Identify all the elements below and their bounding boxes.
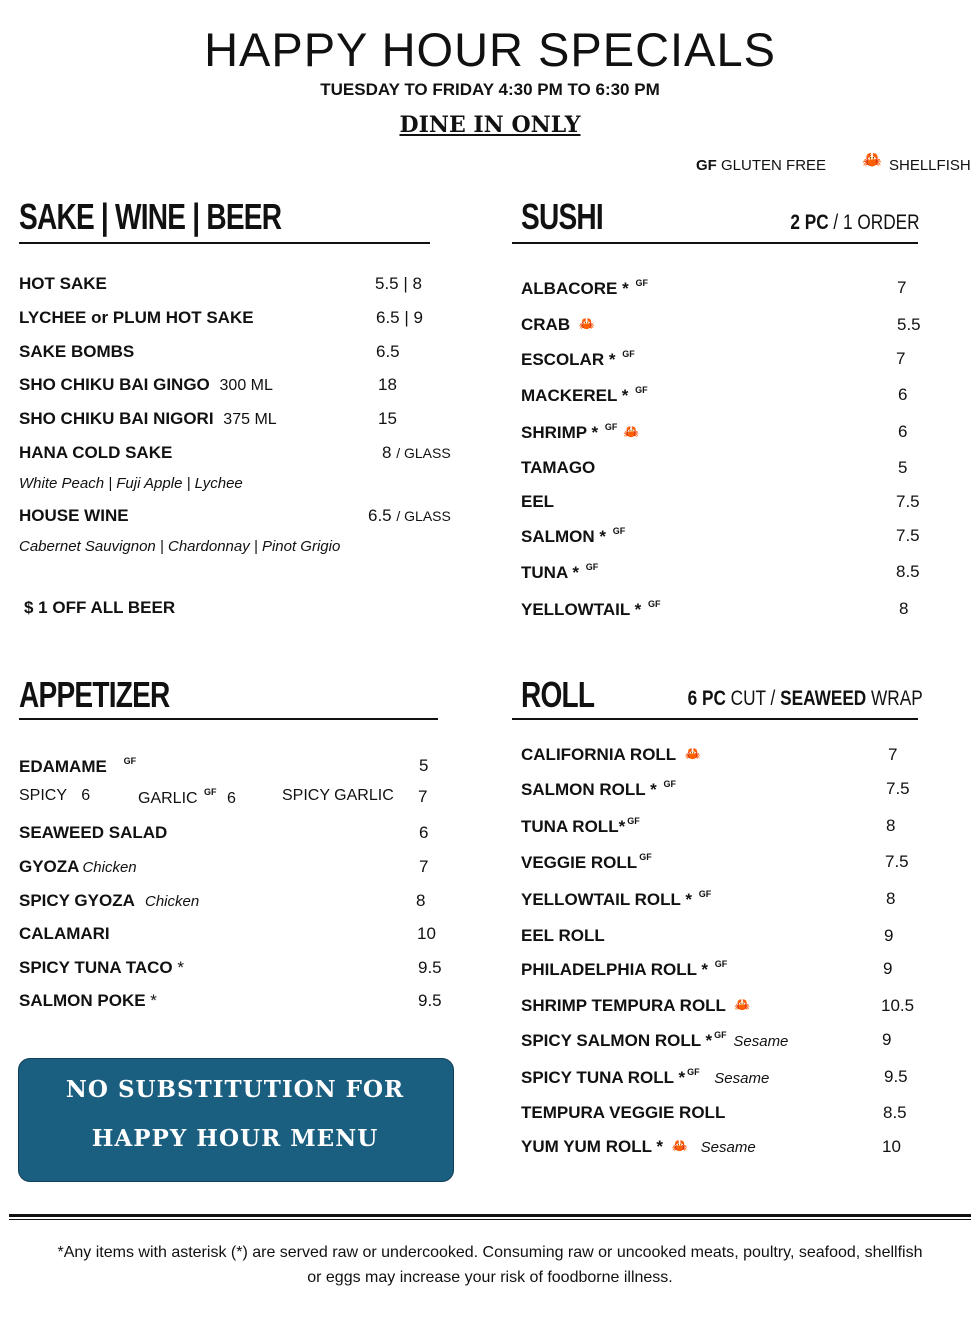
sushi-item bbox=[521, 599, 661, 620]
option-price: 6 bbox=[226, 790, 236, 807]
raw-asterisk: * bbox=[622, 279, 629, 298]
roll-price: 8 bbox=[886, 889, 896, 908]
sake-item: SAKE BOMBS bbox=[19, 342, 135, 361]
roll-item-name: SPICY TUNA ROLL bbox=[521, 1068, 674, 1087]
crab-icon: 🦀 bbox=[734, 997, 751, 1012]
sushi-item bbox=[521, 562, 598, 583]
option-label: GARLIC bbox=[138, 790, 198, 807]
sake-price: 6.5 bbox=[376, 342, 400, 361]
option-label: SPICY bbox=[19, 787, 67, 804]
raw-asterisk: * bbox=[608, 350, 616, 369]
sake-price: 15 bbox=[378, 409, 397, 428]
roll-price: 7 bbox=[888, 745, 898, 764]
sushi-heading: SUSHI bbox=[521, 196, 603, 237]
roll-rule bbox=[512, 718, 918, 720]
sake-item-size: 375 ML bbox=[223, 411, 277, 428]
roll-price: 10 bbox=[882, 1137, 901, 1156]
crab-icon: 🦀 bbox=[578, 316, 596, 331]
sake-item-name: SHO CHIKU BAI NIGORI bbox=[19, 409, 214, 428]
sushi-price: 7 bbox=[897, 278, 907, 297]
page-title: HAPPY HOUR SPECIALS bbox=[204, 23, 776, 76]
raw-asterisk: * bbox=[177, 958, 184, 977]
gf-tag: GF bbox=[123, 756, 137, 766]
sake-item bbox=[19, 375, 273, 395]
raw-asterisk: * bbox=[678, 1068, 686, 1087]
gf-label: GLUTEN FREE bbox=[721, 157, 827, 174]
sake-item bbox=[19, 409, 277, 429]
appetizer-item bbox=[19, 756, 136, 777]
roll-sub-bold-1: 6 PC bbox=[687, 687, 727, 710]
gf-tag: GF bbox=[635, 385, 648, 395]
sake-item: LYCHEE or PLUM HOT SAKE bbox=[19, 308, 254, 327]
appetizer-qualifier: Chicken bbox=[144, 893, 200, 910]
legend-shellfish-icon-wrap bbox=[862, 150, 882, 170]
gf-tag: GF bbox=[639, 852, 652, 862]
crab-icon: 🦀 bbox=[671, 1138, 688, 1153]
appetizer-price: 10 bbox=[417, 924, 436, 943]
sake-item-name: SHO CHIKU BAI GINGO bbox=[19, 375, 210, 394]
sushi-item-name: CRAB bbox=[521, 315, 571, 334]
sushi-sub-light: / 1 ORDER bbox=[833, 211, 920, 234]
sake-price bbox=[382, 443, 451, 463]
raw-asterisk: * bbox=[621, 386, 629, 405]
appetizer-item-name: SALMON POKE bbox=[19, 991, 146, 1010]
roll-price: 8 bbox=[886, 816, 896, 835]
roll-price: 10.5 bbox=[881, 996, 915, 1015]
sushi-item bbox=[521, 526, 625, 547]
raw-asterisk: * bbox=[634, 600, 642, 619]
roll-item-name: YUM YUM ROLL bbox=[521, 1137, 652, 1156]
sushi-price: 8.5 bbox=[896, 562, 920, 581]
gf-tag: GF bbox=[627, 816, 640, 826]
price-value: 8 bbox=[382, 443, 392, 462]
legend-shellfish-label: SHELLFISH bbox=[889, 157, 971, 174]
sushi-item-name: TUNA bbox=[521, 563, 568, 582]
roll-sub-light-2: WRAP bbox=[871, 687, 923, 710]
raw-asterisk: * bbox=[150, 991, 157, 1010]
appetizer-item bbox=[19, 891, 199, 911]
roll-item: EEL ROLL bbox=[521, 926, 605, 945]
roll-price: 9 bbox=[883, 959, 893, 978]
roll-heading: ROLL bbox=[521, 674, 595, 715]
raw-asterisk: * bbox=[618, 817, 626, 836]
sushi-item-name: ESCOLAR bbox=[521, 350, 605, 369]
roll-item bbox=[521, 959, 727, 980]
sake-item: HOT SAKE bbox=[19, 274, 107, 293]
roll-price: 9 bbox=[882, 1030, 892, 1049]
gf-tag: GF bbox=[714, 1030, 727, 1040]
sushi-item-name: ALBACORE bbox=[521, 279, 618, 298]
raw-asterisk: * bbox=[656, 1137, 664, 1156]
appetizer-item-name: SPICY GYOZA bbox=[19, 891, 135, 910]
roll-item bbox=[521, 745, 701, 765]
sushi-item-name: SALMON bbox=[521, 527, 595, 546]
appetizer-qualifier: Chicken bbox=[82, 859, 137, 876]
sake-rule bbox=[19, 242, 430, 244]
sake-item: HANA COLD SAKE bbox=[19, 443, 173, 462]
sushi-item: EEL bbox=[521, 492, 555, 511]
sushi-item bbox=[521, 349, 635, 370]
sake-item: HOUSE WINE bbox=[19, 506, 129, 525]
banner-line-1: NO SUBSTITUTION FOR bbox=[65, 1076, 405, 1103]
gf-tag: GF bbox=[635, 278, 648, 288]
roll-qualifier: Sesame bbox=[714, 1070, 770, 1087]
roll-qualifier: Sesame bbox=[733, 1033, 789, 1050]
edamame-option-spicy bbox=[19, 787, 90, 805]
sushi-price: 7.5 bbox=[896, 492, 920, 511]
roll-sub-light-1: CUT / bbox=[730, 687, 776, 710]
sushi-price: 6 bbox=[898, 385, 908, 404]
gf-tag: GF bbox=[604, 422, 618, 432]
roll-item bbox=[521, 1030, 788, 1051]
roll-price: 9 bbox=[884, 926, 894, 945]
sake-price bbox=[368, 506, 451, 526]
roll-item bbox=[521, 816, 640, 837]
roll-subheading bbox=[688, 687, 923, 711]
sake-item-size: 300 ML bbox=[219, 377, 273, 394]
price-unit: / GLASS bbox=[396, 445, 451, 461]
roll-price: 9.5 bbox=[884, 1067, 908, 1086]
appetizer-item-name: EDAMAME bbox=[19, 757, 107, 776]
sake-heading: SAKE | WINE | BEER bbox=[19, 196, 282, 237]
raw-asterisk: * bbox=[685, 890, 692, 909]
appetizer-item: SEAWEED SALAD bbox=[19, 823, 168, 842]
sushi-item-name: YELLOWTAIL bbox=[521, 600, 630, 619]
sushi-price: 8 bbox=[899, 599, 909, 618]
gf-tag: GF bbox=[622, 349, 635, 359]
appetizer-price: 6 bbox=[419, 823, 429, 842]
price-unit: / GLASS bbox=[396, 508, 451, 524]
raw-asterisk: * bbox=[705, 1031, 713, 1050]
sushi-item-name: MACKEREL bbox=[521, 386, 618, 405]
edamame-option-garlic bbox=[138, 787, 236, 808]
banner-line-2: HAPPY HOUR MENU bbox=[91, 1125, 379, 1152]
appetizer-price: 9.5 bbox=[418, 991, 442, 1010]
raw-asterisk: * bbox=[591, 423, 599, 442]
sushi-price: 5 bbox=[898, 458, 908, 477]
roll-item-name: SHRIMP TEMPURA ROLL bbox=[521, 996, 726, 1015]
appetizer-item bbox=[19, 991, 157, 1011]
price-value: 6.5 bbox=[368, 506, 392, 525]
sushi-item: TAMAGO bbox=[521, 458, 596, 477]
roll-item bbox=[521, 996, 751, 1016]
roll-price: 7.5 bbox=[885, 852, 909, 871]
dine-in-notice: DINE IN ONLY bbox=[399, 112, 581, 138]
roll-item bbox=[521, 889, 711, 910]
appetizer-item-name: SPICY TUNA TACO bbox=[19, 958, 173, 977]
schedule-subtitle: TUESDAY TO FRIDAY 4:30 PM TO 6:30 PM bbox=[320, 80, 660, 99]
sake-price: 18 bbox=[378, 375, 397, 394]
sushi-price: 5.5 bbox=[897, 315, 921, 334]
roll-item bbox=[521, 1067, 769, 1088]
gf-tag: GF bbox=[648, 599, 661, 609]
raw-asterisk: * bbox=[701, 960, 709, 979]
raw-disclaimer-line-1: *Any items with asterisk (*) are served raw or undercooked. Consuming raw or uncooked meats, poultry, seafood, shellfish bbox=[57, 1244, 923, 1261]
beer-special: $ 1 OFF ALL BEER bbox=[24, 598, 176, 617]
appetizer-item bbox=[19, 857, 137, 877]
sushi-price: 7.5 bbox=[896, 526, 920, 545]
appetizer-price: 7 bbox=[418, 787, 428, 806]
hana-flavors: White Peach | Fuji Apple | Lychee bbox=[19, 475, 243, 492]
sushi-item bbox=[521, 422, 639, 443]
gf-tag: GF bbox=[714, 959, 728, 969]
appetizer-price: 9.5 bbox=[418, 958, 442, 977]
appetizer-item bbox=[19, 958, 184, 978]
crab-icon: 🦀 bbox=[684, 746, 701, 761]
gf-tag: GF bbox=[612, 526, 626, 536]
gf-tag: GF bbox=[698, 889, 712, 899]
sushi-subheading bbox=[791, 211, 920, 235]
raw-asterisk: * bbox=[599, 527, 607, 546]
gf-tag: GF bbox=[204, 787, 217, 797]
roll-item-name: PHILADELPHIA ROLL bbox=[521, 960, 697, 979]
sake-price: 5.5 | 8 bbox=[375, 274, 422, 293]
appetizer-price: 5 bbox=[419, 756, 429, 775]
sushi-sub-bold: 2 PC bbox=[790, 211, 830, 234]
appetizer-rule bbox=[19, 718, 438, 720]
roll-price: 7.5 bbox=[886, 779, 910, 798]
gf-tag: GF bbox=[663, 779, 676, 789]
gf-tag: GF bbox=[585, 562, 599, 572]
roll-item: TEMPURA VEGGIE ROLL bbox=[521, 1103, 726, 1122]
gf-code: GF bbox=[696, 157, 717, 174]
sushi-item bbox=[521, 385, 648, 406]
sushi-price: 6 bbox=[898, 422, 908, 441]
roll-item bbox=[521, 852, 652, 873]
appetizer-item-name: GYOZA bbox=[19, 857, 80, 876]
appetizer-price: 7 bbox=[419, 857, 429, 876]
roll-item-name: CALIFORNIA ROLL bbox=[521, 745, 676, 764]
sake-price: 6.5 | 9 bbox=[376, 308, 423, 327]
edamame-option-spicy-garlic: SPICY GARLIC bbox=[282, 787, 394, 804]
appetizer-price: 8 bbox=[416, 891, 426, 910]
raw-disclaimer-line-2: or eggs may increase your risk of foodborne illness. bbox=[307, 1269, 673, 1286]
sushi-item bbox=[521, 315, 595, 335]
roll-item bbox=[521, 779, 676, 800]
roll-item-name: SPICY SALMON ROLL bbox=[521, 1031, 701, 1050]
footer-rule-thin bbox=[9, 1219, 971, 1220]
sushi-item-name: SHRIMP bbox=[521, 423, 587, 442]
legend-gluten-free bbox=[696, 157, 826, 174]
roll-item bbox=[521, 1137, 756, 1157]
roll-item-name: YELLOWTAIL ROLL bbox=[521, 890, 681, 909]
roll-sub-bold-2: SEAWEED bbox=[780, 687, 867, 710]
appetizer-item: CALAMARI bbox=[19, 924, 110, 943]
raw-asterisk: * bbox=[572, 563, 579, 582]
roll-item-name: VEGGIE ROLL bbox=[521, 853, 638, 872]
sushi-item bbox=[521, 278, 648, 299]
raw-asterisk: * bbox=[650, 780, 657, 799]
footer-rule bbox=[9, 1214, 971, 1217]
sushi-rule bbox=[512, 242, 918, 244]
gf-tag: GF bbox=[687, 1067, 700, 1077]
crab-icon: 🦀 bbox=[862, 152, 882, 169]
sushi-price: 7 bbox=[896, 349, 906, 368]
option-price: 6 bbox=[81, 787, 91, 804]
wine-types: Cabernet Sauvignon | Chardonnay | Pinot Grigio bbox=[19, 538, 341, 555]
roll-item-name: SALMON ROLL bbox=[521, 780, 646, 799]
roll-item-name: TUNA ROLL bbox=[521, 817, 619, 836]
crab-icon: 🦀 bbox=[623, 424, 640, 439]
roll-qualifier: Sesame bbox=[700, 1139, 756, 1156]
roll-price: 8.5 bbox=[883, 1103, 907, 1122]
appetizer-heading: APPETIZER bbox=[19, 674, 170, 715]
